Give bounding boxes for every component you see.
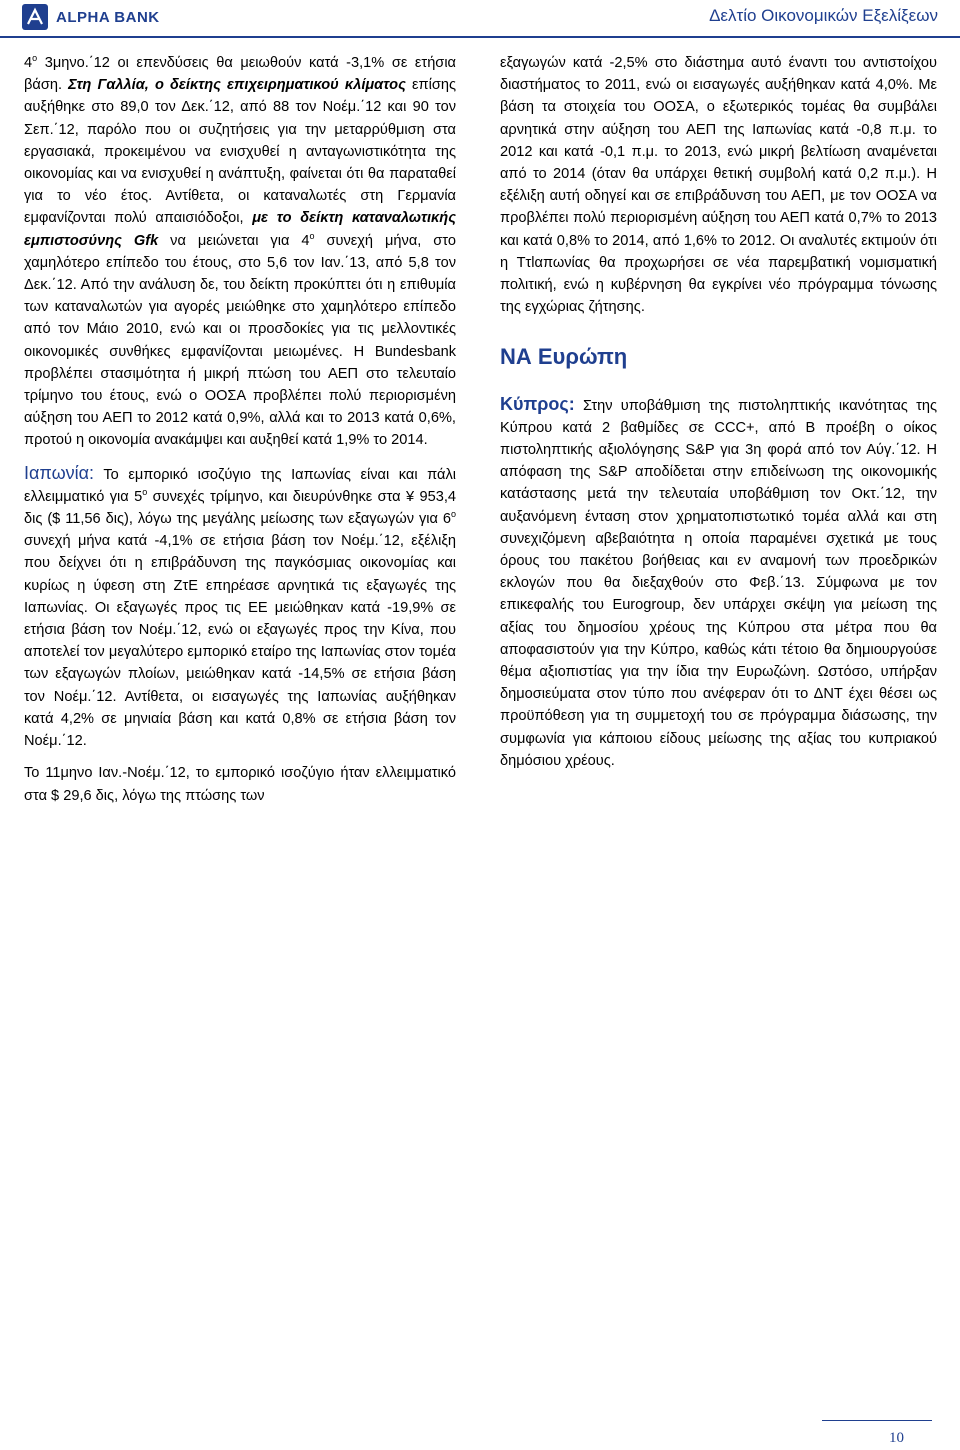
paragraph-cyprus — [500, 393, 937, 772]
text-run: συνεχή μήνα κατά -4,1% σε ετήσια βάση τον Νοέμ.΄12, εξέλιξη που δείχνει ότι η επιβράδυνση της παγκόσμιας οικονομίας και κυρίως η ύφεση στη ΖτΕ επηρέασε αρνητικά τις εξαγωγές της Ιαπωνίας. Οι εξαγωγές προς τις ΕΕ μειώθηκαν κατά -19,9% σε ετήσια βάση τον Νοέμ.΄12, ενώ οι εξαγωγές προς την Κίνα, που αποτελεί τον μεγαλύτερο εμπορικό εταίρο της Ιαπωνίας στον τομέα των εξαγωγών πλοίων, μειώθηκαν κατά -14,5% σε ετήσια βάση τον Νοέμ.΄12. Αντίθετα, οι εισαγωγές της Ιαπωνίας αυξήθηκαν κατά 4,2% σε μηνιαία βάση και κατά 0,8% σε ετήσια βάση τον Νοέμ.΄12. — [24, 533, 456, 750]
text-run: Το εμπορικό ισοζύγιο της Ιαπωνίας είναι και πάλι ελλειμματικό για 5 — [24, 466, 456, 505]
paragraph-japan — [24, 462, 456, 753]
keyword-japan: Ιαπωνία: — [24, 462, 95, 483]
text-run: Στην υποβάθμιση της πιστοληπτικής ικανότητας της Κύπρου κατά 2 βαθμίδες σε CCC+, από Β προέβη ο οίκος πιστοληπτικής αξιολόγησης S&P για 3η φορά από τον Αύγ.΄12. Η απόφαση της S&P αποδίδεται στην επιδείνωση της οικονομικής κατάστασης μετά την τελευταία υποβάθμιση τον Οκτ.΄12, την αυξανόμενη ένταση στον χρηματοπιστωτικό τομέα αλλά και στη συνεχιζόμενη αβεβαιότητα η οποία παραμένει σχετικά με τους όρους του πακέτου βοήθειας και εν αναμονή των προεδρικών εκλογών που θα διεξαχθούν στο Φεβ.΄13. Σύμφωνα με τον επικεφαλής του Eurogroup, δεν υπάρχει σκέψη για μείωση της αξίας του δημοσίου χρέους της Κύπρου στα μέτρα που θα αποφασιστούν για την Κύπρο, καθώς κάτι τέτοιο θα δημιουργούσε θέμα αξιοπιστίας για την ίδια την Ευρωζώνη. Ωστόσο, υπήρξαν δημοσιεύματα στον τύπο που ανέφεραν ότι το ΔΝΤ έχει θέσει ως προϋπόθεση για τη συμμετοχή του σε πρόγραμμα διάσωσης, την συμφωνία για κάποιου είδους μείωσης της αξίας του κυπριακού δημόσιου χρέους. — [500, 397, 937, 769]
header-rule — [0, 36, 960, 38]
paragraph-left-3: Το 11μηνο Ιαν.-Νοέμ.΄12, το εμπορικό ισοζύγιο ήταν ελλειμματικό στα $ 29,6 δις, λόγω της πτώσης των — [24, 765, 456, 804]
superscript: ο — [32, 53, 38, 64]
alpha-bank-emblem-icon — [22, 4, 48, 30]
emphasis-gfk: με το δείκτη καταναλωτικής εμπιστοσύνης Gfk — [24, 210, 456, 249]
text-run: 3μηνο.΄12 οι επενδύσεις θα μειωθούν κατά -3,1% σε ετήσια βάση. — [24, 55, 456, 94]
logo-text: ALPHA BANK — [56, 8, 160, 26]
keyword-cyprus: Κύπρος: — [500, 393, 575, 414]
paragraph-right-1: εξαγωγών κατά -2,5% στο διάστημα αυτό έναντι του αντιστοίχου διαστήματος το 2011, ενώ οι εισαγωγές αυξήθηκαν κατά 4,0%. Με βάση τα στοιχεία του ΟΟΣΑ, ο εξωτερικός τομέας θα συμβάλει αρνητικά στην αύξηση του ΑΕΠ της Ιαπωνίας κατά -0,8 π.μ. το 2012 και κατά -0,1 π.μ. το 2013, ενώ μικρή βελτίωση αναμένεται από το 2014 (όταν θα υπάρχει θετική συμβολή κατά 0,2 π.μ.). Η εξέλιξη αυτή οδηγεί και σε επιβράδυνση του ΑΕΠ, με τον ΟΟΣΑ να προβλέπει πολύ περιορισμένη αύξηση του ΑΕΠ κατά 0,7% το 2013 και κατά 0,8% το 2014, από 1,6% το 2012. Οι αναλυτές εκτιμούν ότι η Ττlαπωνίας θα προχωρήσει σε νέα παρεμβατική νομισματική πολιτική, ενώ η κυβέρνηση θα εγκρίνει νέο πρόγραμμα τόνωσης της εγχώριας ζήτησης. — [500, 55, 937, 316]
text-run: συνεχή μήνα, στο χαμηλότερο επίπεδο του έτους, στο 5,6 τον Ιαν.΄13, από 5,8 τον Δεκ.΄12. Από την ανάλυση δε, του δείκτη προκύπτει ότι η επιθυμία των καταναλωτών για αγορές μειώθηκε στο χαμηλότερο επίπεδο από τον Μάιο 2010, ενώ και οι προσδοκίες για τις μελλοντικές οικονομικές συνθήκες εμφανίζονται μειωμένες. Η Bundesbank προβλέπει στασιμότητα ή μικρή πτώση του ΑΕΠ στο τελευταίο τρίμηνο του έτους, ενώ ο ΟΟΣΑ προβλέπει πολύ περιορισμένη αύξηση του ΑΕΠ το 2012 κατά 0,9%, αλλά και το 2013 κατά 0,6%, προτού η οικονομία ανακάμψει και αυξηθεί κατά 1,9% το 2014. — [24, 232, 456, 449]
paragraph-left-1 — [24, 52, 456, 452]
footer-rule — [822, 1420, 932, 1421]
superscript: ο — [309, 230, 315, 241]
text-run: επίσης αυξήθηκε στο 89,0 τον Δεκ.΄12, από 88 τον Νοέμ.΄12 και 90 τον Σεπ.΄12, παρόλο που οι συζητήσεις για την μεταρρύθμιση στα εργασιακά, προκειμένου να ενισχυθεί η ανταγωνιστικότητα της οικονομίας και να ενισχυθεί η ανάπτυξη, φαίνεται ότι θα παραταθεί για το νέο έτος. Αντίθετα, οι καταναλωτές στη Γερμανία εμφανίζονται πολύ απαισιόδοξοι, — [24, 77, 456, 227]
text-run: να μειώνεται για 4 — [158, 232, 310, 249]
emphasis-france: Στη Γαλλία, ο δείκτης επιχειρηματικού κλίματος — [68, 77, 406, 94]
page-header — [0, 0, 960, 38]
document-title: Δελτίο Οικονομικών Εξελίξεων — [709, 6, 938, 25]
text-run: 4 — [24, 55, 33, 71]
page-number: 10 — [889, 1430, 904, 1446]
superscript: ο — [450, 509, 456, 520]
right-column — [500, 52, 937, 772]
text-run: συνεχές τρίμηνο, και διευρύνθηκε στα ¥ 953,4 δις ($ 11,56 δις), λόγω της μεγάλης μείωσης των εξαγωγών για 6 — [24, 488, 457, 528]
section-heading: ΝΑ Ευρώπη — [500, 344, 628, 370]
left-column — [24, 52, 456, 807]
alpha-bank-logo — [22, 4, 160, 30]
superscript: ο — [142, 487, 148, 497]
